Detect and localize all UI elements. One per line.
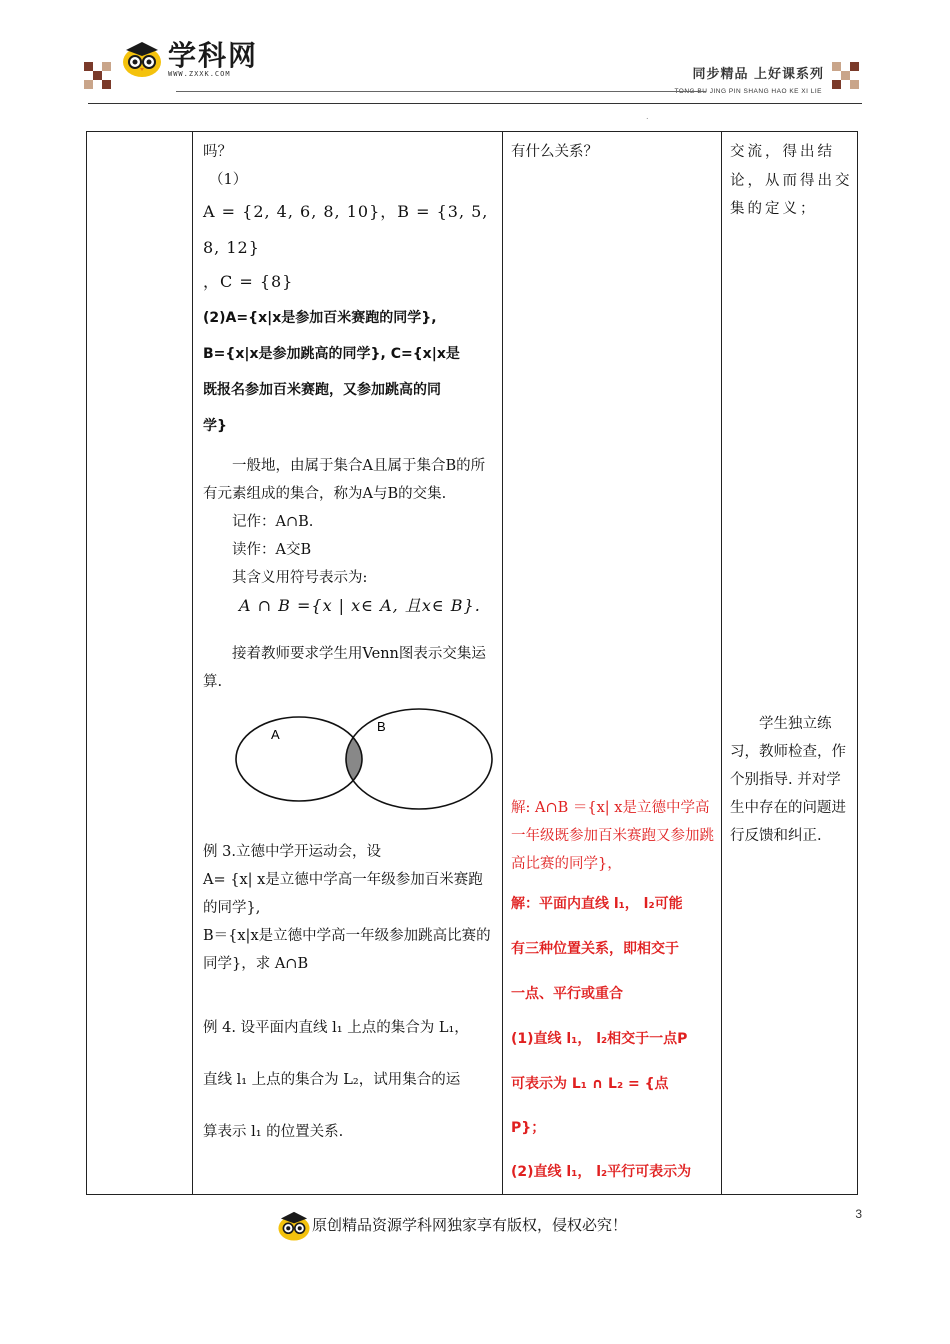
zxxk-logo: [120, 34, 280, 82]
solution-example-4-line: (1)直线 l₁， l₂相交于一点P: [511, 1031, 688, 1047]
text-line: （1）: [209, 172, 248, 188]
page-number: 3: [855, 1207, 862, 1221]
notation-line: 记作：A∩B.: [232, 514, 314, 530]
venn-label-b: B: [377, 719, 386, 734]
header-rule-thin: [176, 91, 706, 92]
intent-text: 学生独立练习，教师检查，作个别指导. 并对学生中存在的问题进行反馈和纠正.: [730, 715, 846, 844]
logo-text: 学科网: [168, 39, 259, 72]
checker-decoration-left: [84, 62, 112, 90]
set-a-circle: [236, 717, 362, 801]
copyright-notice: 原创精品资源学科网独家享有版权，侵权必究！: [312, 1216, 628, 1234]
solution-example-4-line: P}；: [511, 1120, 546, 1136]
set-definition: ，C = {8}: [203, 272, 294, 291]
bold-text-line: 学}: [203, 418, 227, 434]
lesson-table: [86, 131, 858, 1195]
header-dot: .: [646, 112, 649, 121]
venn-diagram: [231, 704, 501, 814]
bold-text-line: (2)A={x|x是参加百米赛跑的同学},: [203, 310, 437, 326]
checker-decoration-right: [832, 62, 860, 90]
example-3-title: 例 3.立德中学开运动会，设: [203, 844, 381, 860]
question-text: 有什么关系？: [511, 144, 598, 160]
bold-text-line: B={x|x是参加跳高的同学}, C={x|x是: [203, 346, 460, 362]
solution-example-4-line: 一点、平行或重合: [511, 986, 623, 1002]
page-header: [0, 0, 950, 120]
logo-url: WWW.ZXXK.COM: [168, 70, 231, 78]
set-b-circle: [346, 709, 492, 809]
example-4-line: 直线 l₁ 上点的集合为 L₂，试用集合的运: [203, 1072, 461, 1088]
solution-example-3: 解: A∩B ＝{x| x是立德中学高一年级既参加百米赛跑又参加跳高比赛的同学}，: [511, 800, 714, 872]
meaning-line: 其含义用符号表示为:: [232, 570, 368, 586]
intersection-formula: A ∩ B ={x | x∈ A, 且x∈ B}.: [239, 596, 481, 615]
teaching-content-cell: [193, 132, 502, 1194]
intersection-definition: 一般地，由属于集合A且属于集合B的所有元素组成的集合，称为A与B的交集.: [203, 458, 486, 502]
owl-logo-icon: [276, 1207, 312, 1243]
solution-example-4-line: 有三种位置关系，即相交于: [511, 941, 679, 957]
venn-intro: 接着教师要求学生用Venn图表示交集运算.: [203, 646, 486, 690]
student-activity-cell: [503, 132, 721, 1194]
reading-line: 读作：A交B: [232, 542, 312, 558]
example-3-set-a: A= {x| x是立德中学高一年级参加百米赛跑的同学},: [203, 872, 483, 916]
design-intent-cell: [722, 132, 858, 1194]
set-definition: A = {2, 4, 6, 8, 10}，B = {3, 5, 8, 12}: [203, 202, 489, 257]
example-4-line: 算表示 l₁ 的位置关系.: [203, 1124, 344, 1140]
example-4-line: 例 4. 设平面内直线 l₁ 上点的集合为 L₁，: [203, 1020, 469, 1036]
venn-label-a: A: [271, 727, 280, 742]
text-line: 吗？: [203, 144, 232, 160]
series-title: 同步精品 上好课系列: [692, 67, 824, 82]
header-rule: [88, 103, 862, 104]
series-subtitle: TONG BU JING PIN SHANG HAO KE XI LIE: [674, 88, 822, 95]
solution-example-4-line: 可表示为 L₁ ∩ L₂ = {点: [511, 1076, 669, 1092]
example-3-set-b: B＝{x|x是立德中学高一年级参加跳高比赛的同学}，求 A∩B: [203, 928, 491, 972]
solution-example-4-line: 解：平面内直线 l₁， l₂可能: [511, 896, 683, 912]
bold-text-line: 既报名参加百米赛跑，又参加跳高的同: [203, 382, 441, 398]
intent-text: 交流，得出结论，从而得出交集的定义；: [730, 144, 853, 217]
solution-example-4-line: (2)直线 l₁， l₂平行可表示为: [511, 1164, 692, 1180]
owl-logo-icon: [120, 38, 164, 78]
